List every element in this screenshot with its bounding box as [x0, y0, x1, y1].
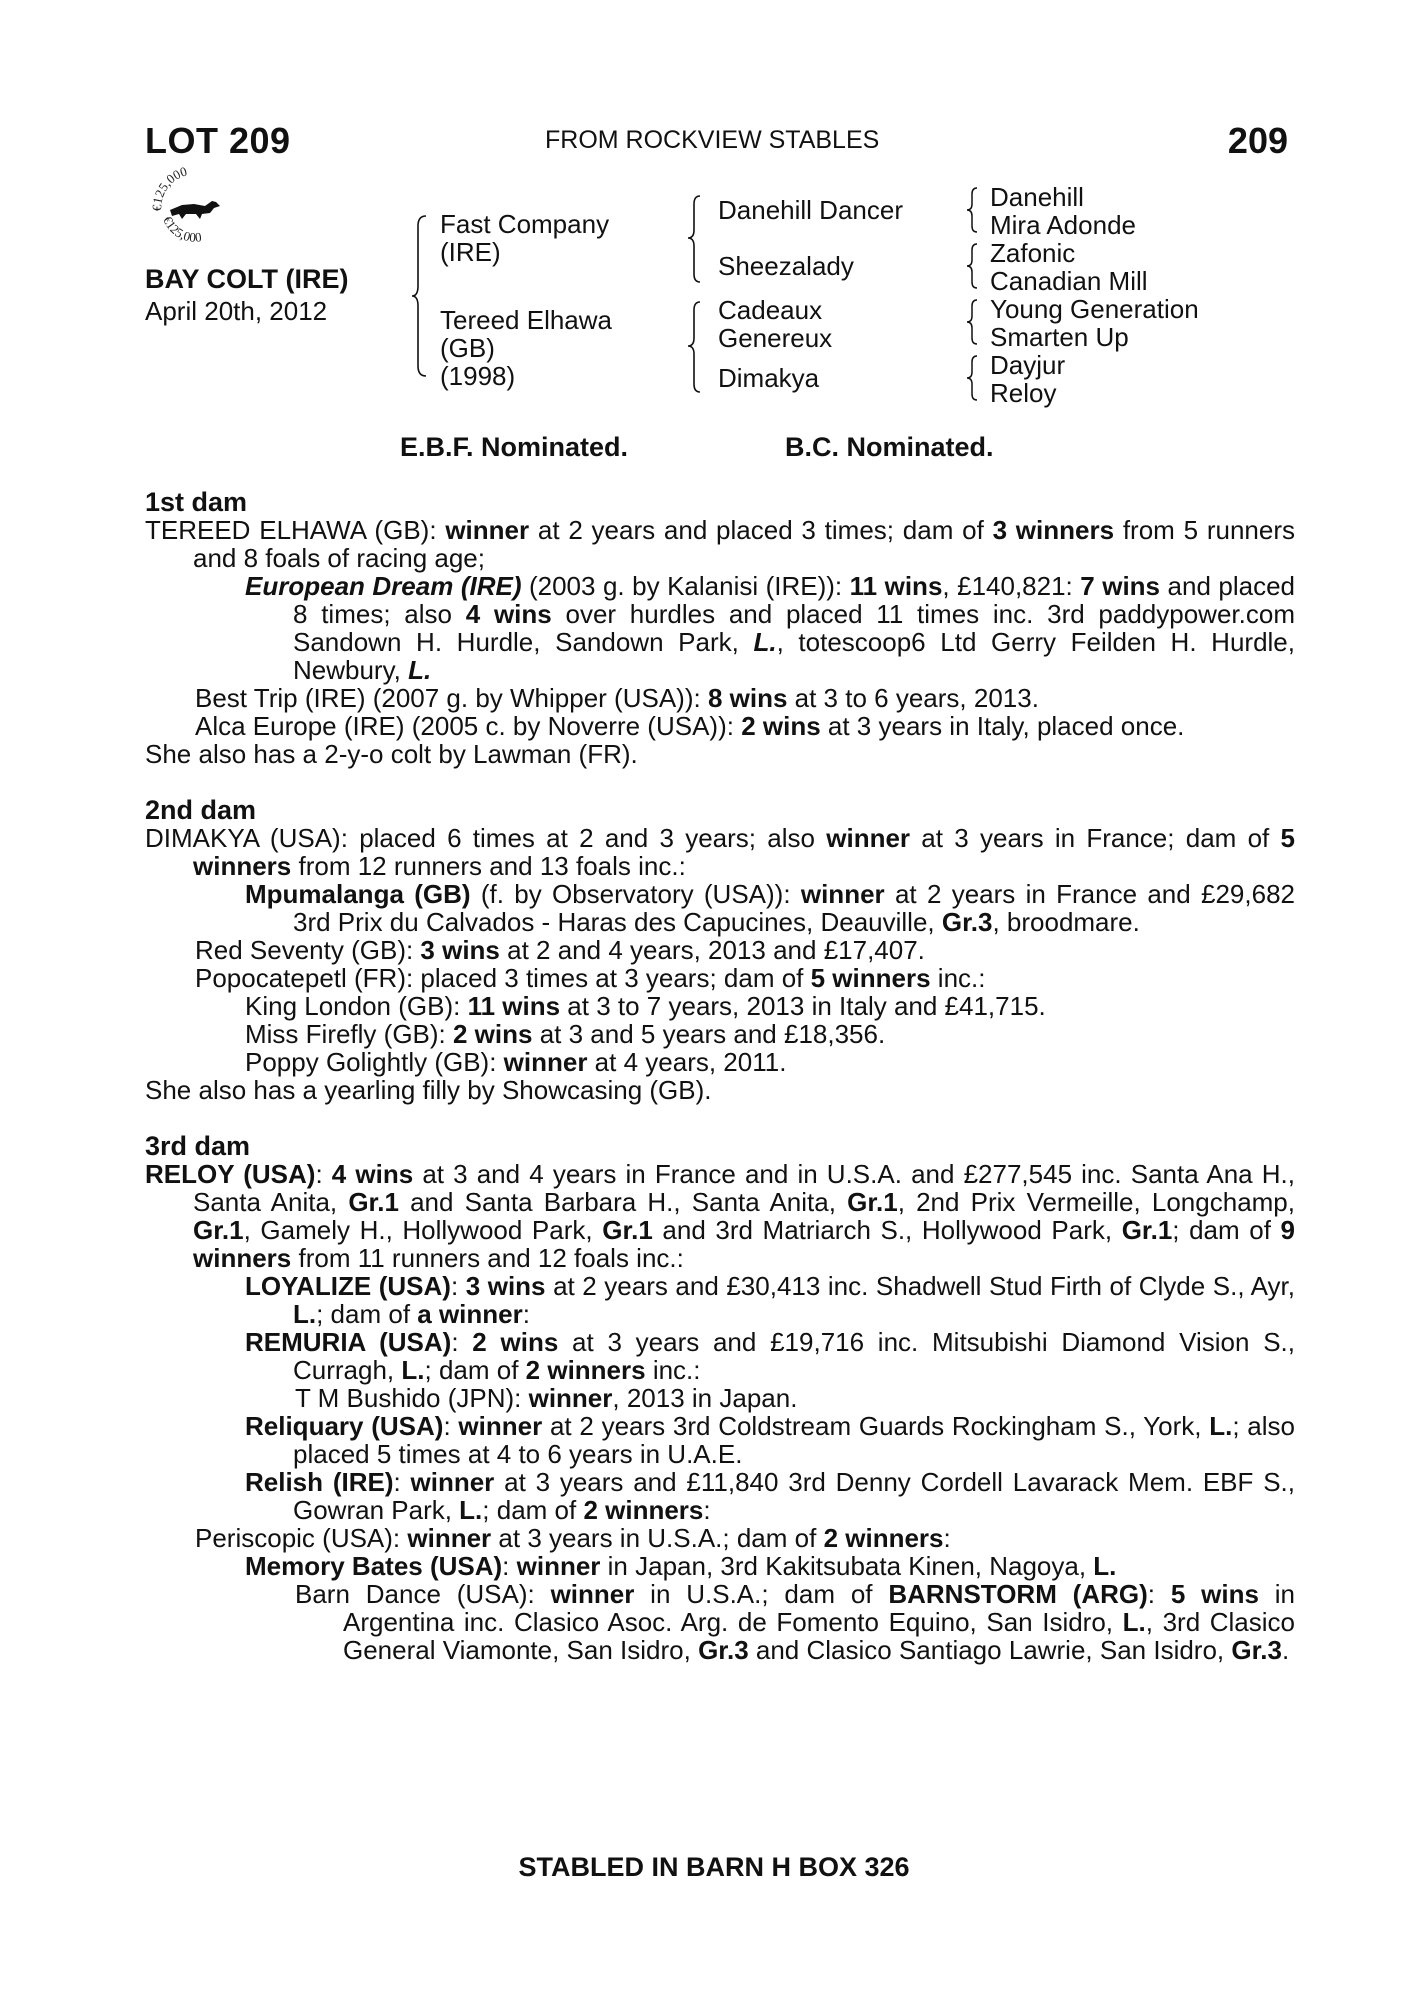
gen3-ancestor: Dayjur — [990, 350, 1066, 380]
catalogue-entry: European Dream (IRE) (2003 g. by Kalanisi (IRE)): 11 wins, £140,821: 7 wins and placed 8 times; also 4 wins over hurdles and placed 11 times inc. 3rd paddypower.com Sandown H. Hurdle, Sandown Park, L., totescoop6 Ltd Gerry Feilden H. Hurdle, Newbury, L. — [245, 571, 1296, 685]
catalogue-body — [145, 488, 1295, 1664]
catalogue-entry: T M Bushido (JPN): winner, 2013 in Japan. — [295, 1383, 798, 1413]
catalogue-entry: TEREED ELHAWA (GB): winner at 2 years and placed 3 times; dam of 3 winners from 5 runners and 8 foals of racing age; — [145, 515, 1295, 573]
dam-sire-line2: Genereux — [718, 323, 833, 353]
second-dam-heading: 2nd dam — [145, 795, 257, 825]
gen3-brace-2 — [964, 242, 984, 290]
gen3-ancestor: Zafonic — [990, 238, 1076, 268]
catalogue-entry: Periscopic (USA): winner at 3 years in U.S.A.; dam of 2 winners: — [195, 1523, 951, 1553]
gen3-ancestors — [990, 183, 1199, 407]
first-dam-heading: 1st dam — [145, 487, 248, 517]
gen3-brace-4 — [964, 354, 984, 402]
sire-name: Fast Company — [440, 209, 610, 239]
gen3-ancestor: Reloy — [990, 378, 1057, 408]
gen3-ancestor: Smarten Up — [990, 322, 1129, 352]
catalogue-entry: Poppy Golightly (GB): winner at 4 years, 2011. — [245, 1047, 787, 1077]
catalogue-entry: REMURIA (USA): 2 wins at 3 years and £19,716 inc. Mitsubishi Diamond Vision S., Curragh, L.; dam of 2 winners inc.: — [245, 1327, 1295, 1385]
dam — [440, 306, 612, 390]
second-dam-section — [145, 824, 1295, 1104]
stamp-price-top: €125,000 — [150, 163, 189, 212]
svg-text:€125,000 — [160, 214, 202, 245]
sire-dam: Sheezalady — [718, 251, 854, 281]
svg-text:€125,000 — [150, 163, 189, 211]
catalogue-entry: Alca Europe (IRE) (2005 c. by Noverre (USA)): 2 wins at 3 years in Italy, placed once. — [195, 711, 1185, 741]
catalogue-entry: LOYALIZE (USA): 3 wins at 2 years and £30,413 inc. Shadwell Stud Firth of Clyde S., Ayr, L.; dam of a winner: — [245, 1271, 1295, 1329]
dam-sire — [718, 296, 832, 352]
stabling-info: STABLED IN BARN H BOX 326 — [518, 1852, 910, 1882]
catalogue-entry: Best Trip (IRE) (2007 g. by Whipper (USA)): 8 wins at 3 to 6 years, 2013. — [195, 683, 1039, 713]
sire-country: (IRE) — [440, 237, 501, 267]
catalogue-entry: Relish (IRE): winner at 3 years and £11,840 3rd Denny Cordell Lavarack Mem. EBF S., Gowran Park, L.; dam of 2 winners: — [245, 1467, 1295, 1525]
dam-sire-line1: Cadeaux — [718, 295, 823, 325]
lot-number: 209 — [1227, 120, 1288, 161]
bc-nomination: B.C. Nominated. — [785, 432, 994, 462]
catalogue-entry: Barn Dance (USA): winner in U.S.A.; dam of BARNSTORM (ARG): 5 wins in Argentina inc. Clasico Asoc. Arg. de Fomento Equino, San Isidro, L., 3rd Clasico General Viamonte, San Isidro, Gr.3 and Clasico Santiago Lawrie, San Isidro, Gr.3. — [295, 1579, 1296, 1665]
foaling-date: April 20th, 2012 — [145, 296, 328, 326]
dam-name: Tereed Elhawa — [440, 305, 612, 335]
dam-country: (GB) — [440, 333, 495, 363]
dam-dam: Dimakya — [718, 363, 820, 393]
catalogue-entry: RELOY (USA): 4 wins at 3 and 4 years in France and in U.S.A. and £277,545 inc. Santa Ana H., Santa Anita, Gr.1 and Santa Barbara H., Santa Anita, Gr.1, 2nd Prix Vermeille, Longchamp, Gr.1, Gamely H., Hollywood Park, Gr.1 and 3rd Matriarch S., Hollywood Park, Gr.1; dam of 9 winners from 11 runners and 12 foals inc.: — [145, 1159, 1296, 1273]
gen3-brace-1 — [964, 186, 984, 234]
ebf-nomination: E.B.F. Nominated. — [400, 432, 629, 462]
gen3-brace-3 — [964, 298, 984, 346]
catalogue-entry: Reliquary (USA): winner at 2 years 3rd Coldstream Guards Rockingham S., York, L.; also placed 5 times at 4 to 6 years in U.A.E. — [245, 1411, 1295, 1469]
catalogue-entry: King London (GB): 11 wins at 3 to 7 years, 2013 in Italy and £41,715. — [245, 991, 1046, 1021]
third-dam-heading: 3rd dam — [145, 1131, 251, 1161]
gen3-ancestor: Canadian Mill — [990, 266, 1148, 296]
third-dam-section — [145, 1160, 1295, 1664]
catalogue-entry: Red Seventy (GB): 3 wins at 2 and 4 years, 2013 and £17,407. — [195, 935, 925, 965]
vendor-name: FROM ROCKVIEW STABLES — [545, 126, 880, 154]
pedigree-main-brace — [410, 212, 434, 380]
catalogue-entry: DIMAKYA (USA): placed 6 times at 2 and 3 years; also winner at 3 years in France; dam of 5 winners from 12 runners and 13 foals inc.: — [145, 823, 1295, 881]
first-dam-section — [145, 516, 1295, 768]
sire-brace — [686, 194, 706, 284]
gen3-ancestor: Mira Adonde — [990, 210, 1136, 240]
catalogue-entry: She also has a yearling filly by Showcasing (GB). — [145, 1075, 712, 1105]
stamp-price-bottom: €125,000 — [160, 213, 203, 245]
sire-sire: Danehill Dancer — [718, 195, 903, 225]
price-stamp — [150, 163, 240, 253]
catalogue-entry: Popocatepetl (FR): placed 3 times at 3 years; dam of 5 winners inc.: — [195, 963, 986, 993]
catalogue-entry: Mpumalanga (GB) (f. by Observatory (USA)): winner at 2 years in France and £29,682 3rd Prix du Calvados - Haras des Capucines, Deauville, Gr.3, broodmare. — [245, 879, 1295, 937]
catalogue-entry: She also has a 2-y-o colt by Lawman (FR). — [145, 739, 638, 769]
fox-seal-icon — [150, 163, 240, 253]
gen3-ancestor: Danehill — [990, 182, 1084, 212]
dam-year: (1998) — [440, 361, 516, 391]
horse-description: BAY COLT (IRE) — [145, 264, 349, 294]
catalogue-entry: Memory Bates (USA): winner in Japan, 3rd Kakitsubata Kinen, Nagoya, L. — [245, 1551, 1117, 1581]
dam-brace — [686, 300, 706, 396]
catalogue-entry: Miss Firefly (GB): 2 wins at 3 and 5 years and £18,356. — [245, 1019, 886, 1049]
sire — [440, 210, 609, 266]
lot-title: LOT 209 — [145, 120, 291, 161]
gen3-ancestor: Young Generation — [990, 294, 1199, 324]
